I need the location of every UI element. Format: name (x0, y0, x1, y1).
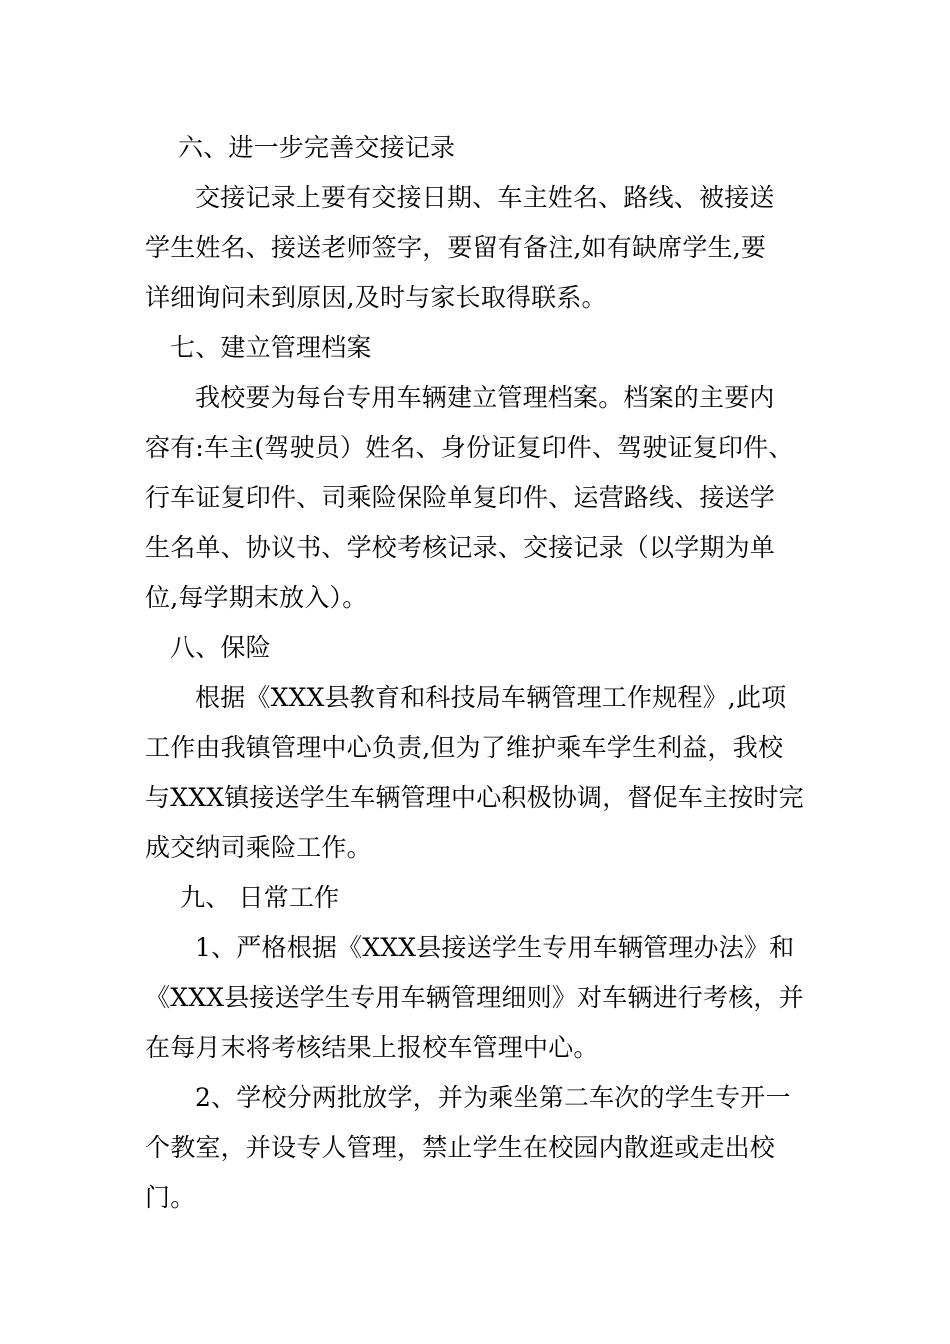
paragraph-line: 根据《XXX县教育和科技局车辆管理工作规程》,此项 (195, 683, 787, 712)
paragraph-line: 个教室，并设专人管理，禁止学生在校园内散逛或走出校 (145, 1133, 776, 1162)
paragraph-line: 工作由我镇管理中心负责,但为了维护乘车学生利益，我校 (145, 733, 784, 762)
paragraph-line: 行车证复印件、司乘险保险单复印件、运营路线、接送学 (145, 483, 776, 512)
paragraph-line: 位,每学期末放入）。 (145, 583, 368, 612)
paragraph-line: 详细询问未到原因,及时与家长取得联系。 (145, 283, 607, 312)
paragraph-line: 《XXX县接送学生专用车辆管理细则》对车辆进行考核，并 (145, 983, 804, 1012)
paragraph-line: 容有:车主(驾驶员）姓名、身份证复印件、驾驶证复印件、 (145, 433, 794, 462)
paragraph-line: 生名单、协议书、学校考核记录、交接记录（以学期为单 (145, 533, 776, 562)
section-heading: 九、 日常工作 (180, 883, 340, 912)
paragraph-line: 1、严格根据《XXX县接送学生专用车辆管理办法》和 (195, 933, 795, 962)
paragraph-line: 交接记录上要有交接日期、车主姓名、路线、被接送 (195, 183, 775, 212)
section-heading: 七、建立管理档案 (170, 333, 372, 362)
paragraph-line: 在每月末将考核结果上报校车管理中心。 (145, 1033, 599, 1062)
paragraph-line: 学生姓名、接送老师签字，要留有备注,如有缺席学生,要 (145, 233, 767, 262)
paragraph-line: 门。 (145, 1183, 196, 1212)
paragraph-line: 成交纳司乘险工作。 (145, 833, 372, 862)
section-heading: 八、保险 (170, 633, 271, 662)
paragraph-line: 我校要为每台专用车辆建立管理档案。档案的主要内 (195, 383, 775, 412)
paragraph-line: 与XXX镇接送学生车辆管理中心积极协调，督促车主按时完 (145, 783, 804, 812)
paragraph-line: 2、学校分两批放学，并为乘坐第二车次的学生专开一 (195, 1083, 791, 1112)
section-heading: 六、进一步完善交接记录 (178, 133, 456, 162)
